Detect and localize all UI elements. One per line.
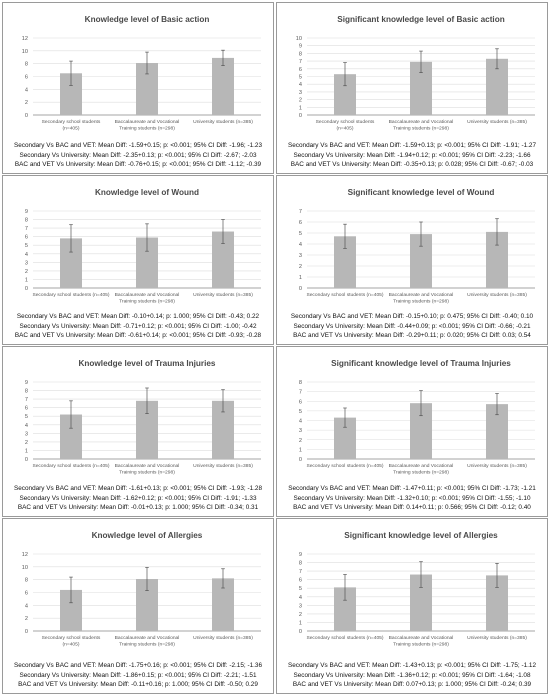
chart-panel [2,346,274,517]
stats-line: BAC and VET Vs University: Mean Diff: -0.35+0.13; p: 0.028; 95% CI Diff: -0.67; -0.03 [290,161,534,169]
y-tick-label: 2 [24,616,28,623]
stats-block [3,141,273,170]
y-tick-label: 6 [24,405,28,412]
stats-line: Secondary Vs University: Mean Diff: -1.36+0.12; p: <0.001; 95% CI Diff: -1.64; -1.08 [293,671,531,679]
chart-title: Knowledge level of Allergies [91,531,203,540]
x-category-label: Secondary school students (n=405) [32,293,110,298]
y-tick-label: 2 [24,439,28,446]
stats-line: Secondary Vs University: Mean Diff: -1.86+0.15; p: <0.001; 95% CI Diff: -2.21; -1.51 [19,671,257,679]
chart-panel [2,2,274,174]
y-tick-label: 3 [24,260,28,267]
y-tick-label: 7 [298,569,302,576]
y-tick-label: 7 [298,209,302,215]
stats-line: Secondary Vs BAC and VET: Mean Diff: -1.43+0.13; p: <0.001; 95% CI Diff: -1.75; -1.12 [287,662,537,669]
x-category-label: Secondary school students (n=405) [32,464,110,469]
bar [212,58,234,115]
chart-panel [276,346,548,517]
x-category-label: Baccalaureate and Vocational [114,464,180,469]
y-tick-label: 0 [24,113,28,119]
stats-block [3,484,273,513]
chart-title: Significant knowledge level of Wound [347,188,495,197]
y-tick-label: 0 [298,113,302,119]
y-tick-label: 6 [24,234,28,241]
stats-line: Secondary Vs BAC and VET: Mean Diff: -0.10+0.14; p: 1.000; 95% CI Diff: -0.43; 0.22 [16,313,260,320]
y-tick-label: 6 [298,66,302,73]
x-category-label: Secondary school students [41,120,101,125]
stats-line: Secondary Vs BAC and VET: Mean Diff: -1.59+0.13; p: <0.001; 95% CI Diff: -1.91; -1.27 [287,142,537,149]
y-tick-label: 6 [298,577,302,584]
y-tick-label: 8 [24,577,28,584]
y-tick-label: 5 [24,414,28,421]
y-tick-label: 1 [24,448,28,455]
x-category-label: Secondary school students (n=405) [306,293,384,298]
x-category-label: (n=405) [62,126,80,132]
y-tick-label: 7 [298,59,302,66]
stats-line: BAC and VET Vs University: Mean Diff: -0.61+0.14; p: <0.001; 95% CI Diff: -0.93; -0.28 [14,332,262,340]
y-tick-label: 0 [24,286,28,292]
y-tick-label: 4 [24,603,28,610]
y-tick-label: 5 [298,74,302,81]
y-tick-label: 2 [298,437,302,444]
x-category-label: Training students (n=298) [119,126,175,132]
x-category-label: Baccalaureate and Vocational [114,120,180,125]
chart-panel [2,518,274,694]
x-category-label: Baccalaureate and Vocational [114,636,180,641]
y-tick-label: 7 [24,397,28,404]
x-category-label: Secondary school students (n=405) [306,636,384,641]
x-category-label: Baccalaureate and Vocational [388,464,454,469]
y-tick-label: 9 [24,380,28,386]
y-tick-label: 0 [298,286,302,292]
chart-title: Knowledge level of Trauma Injuries [78,359,216,368]
x-category-label: (n=405) [336,126,354,132]
y-tick-label: 3 [298,428,302,435]
y-tick-label: 2 [24,268,28,275]
stats-line: BAC and VET Vs University: Mean Diff: -0.76+0.15; p: <0.001; 95% CI Diff: -1.12; -0.39 [14,161,262,169]
y-tick-label: 9 [298,552,302,558]
y-tick-label: 12 [21,552,28,558]
chart-title: Significant knowledge level of Allergies [344,531,498,540]
y-tick-label: 5 [298,231,302,237]
y-tick-label: 2 [298,264,302,270]
x-category-label: University students (n=385) [193,464,253,469]
chart-svg [3,347,275,479]
y-tick-label: 6 [24,590,28,597]
stats-line: Secondary Vs University: Mean Diff: -0.44+0.09; p: <0.001; 95% CI Diff: -0.66; -0.21 [293,322,531,330]
y-tick-label: 6 [298,399,302,406]
chart-title: Knowledge level of Basic action [84,15,210,24]
stats-line: Secondary Vs BAC and VET: Mean Diff: -1.61+0.13; p: <0.001; 95% CI Diff: -1.93; -1.28 [13,485,263,492]
chart-panel [276,518,548,694]
chart-svg [3,519,275,651]
x-category-label: Baccalaureate and Vocational [388,120,454,125]
y-tick-label: 9 [298,43,302,50]
x-category-label: Training students (n=298) [393,299,449,305]
stats-block [3,661,273,690]
y-tick-label: 12 [21,36,28,42]
chart-svg [277,519,549,651]
x-category-label: Baccalaureate and Vocational [388,293,454,298]
y-tick-label: 1 [298,275,302,281]
y-tick-label: 2 [24,100,28,107]
y-tick-label: 9 [24,209,28,215]
chart-panel [276,2,548,174]
x-category-label: University students (n=385) [193,293,253,298]
chart-svg [3,3,275,135]
stats-line: Secondary Vs BAC and VET: Mean Diff: -0.15+0.10; p: 0.475; 95% CI Diff: -0.40; 0.10 [290,313,534,320]
y-tick-label: 0 [298,457,302,463]
y-tick-label: 3 [298,89,302,96]
stats-line: Secondary Vs University: Mean Diff: -2.35+0.13; p: <0.001; 95% CI Diff: -2.67; -2.03 [19,151,257,159]
stats-line: BAC and VET Vs University: Mean Diff: -0.11+0.16; p: 1.000; 95% CI Diff: -0.50; 0.29 [18,681,258,689]
y-tick-label: 0 [298,629,302,635]
x-category-label: University students (n=385) [467,636,527,641]
y-tick-label: 4 [298,82,302,89]
y-tick-label: 4 [24,422,28,429]
y-tick-label: 5 [24,243,28,250]
stats-line: BAC and VET Vs University: Mean Diff: -0.29+0.11; p: 0.020; 95% CI Diff: 0.03; 0.54 [293,332,531,340]
x-category-label: University students (n=385) [467,120,527,125]
y-tick-label: 8 [24,61,28,68]
y-tick-label: 5 [298,586,302,593]
chart-svg [277,176,549,308]
y-tick-label: 6 [298,220,302,226]
x-category-label: University students (n=385) [467,293,527,298]
y-tick-label: 8 [298,560,302,567]
x-category-label: Baccalaureate and Vocational [388,636,454,641]
x-category-label: Training students (n=298) [393,126,449,132]
stats-block [277,141,547,170]
chart-svg [277,3,549,135]
y-tick-label: 3 [298,253,302,259]
y-tick-label: 6 [24,74,28,81]
x-category-label: University students (n=385) [467,464,527,469]
stats-line: Secondary Vs University: Mean Diff: -1.62+0.12; p: <0.001; 95% CI Diff: -1.91; -1.33 [19,494,257,502]
y-tick-label: 10 [21,564,28,571]
y-tick-label: 7 [24,226,28,233]
y-tick-label: 1 [298,447,302,454]
chart-panel [2,175,274,345]
y-tick-label: 10 [295,36,302,42]
y-tick-label: 0 [24,457,28,463]
stats-line: BAC and VET Vs University: Mean Diff: -0.01+0.13; p: 1.000; 95% CI Diff: -0.34; 0.31 [17,504,259,512]
x-category-label: Training students (n=298) [119,642,175,648]
y-tick-label: 1 [298,620,302,627]
stats-line: Secondary Vs BAC and VET: Mean Diff: -1.47+0.11; p: <0.001; 95% CI Diff: -1.73; -1.21 [288,485,536,492]
y-tick-label: 10 [21,48,28,55]
stats-line: Secondary Vs University: Mean Diff: -0.71+0.12; p: <0.001; 95% CI Diff: -1.00; -0.42 [19,322,257,330]
y-tick-label: 3 [298,603,302,610]
chart-panel [276,175,548,345]
stats-block [277,312,547,341]
y-tick-label: 2 [298,611,302,618]
y-tick-label: 8 [24,388,28,395]
stats-block [277,661,547,690]
y-tick-label: 8 [24,217,28,224]
x-category-label: (n=405) [62,642,80,648]
stats-line: Secondary Vs BAC and VET: Mean Diff: -1.75+0.16; p: <0.001; 95% CI Diff: -2.15; -1.36 [13,662,263,669]
y-tick-label: 1 [298,105,302,112]
y-tick-label: 4 [24,87,28,94]
x-category-label: Secondary school students [41,636,101,641]
y-tick-label: 3 [24,431,28,438]
stats-line: BAC and VET Vs University: Mean Diff: 0.07+0.13; p: 1.000; 95% CI Diff: -0.24; 0.39 [292,681,532,689]
chart-title: Significant knowledge level of Trauma Injuries [331,359,511,368]
stats-block [3,312,273,341]
x-category-label: Training students (n=298) [119,299,175,305]
x-category-label: University students (n=385) [193,636,253,641]
chart-svg [277,347,549,479]
stats-line: Secondary Vs University: Mean Diff: -1.32+0.10; p: <0.001; 95% CI Diff: -1.55; -1.10 [293,494,531,502]
y-tick-label: 4 [298,594,302,601]
stats-line: Secondary Vs BAC and VET: Mean Diff: -1.59+0.15; p: <0.001; 95% CI Diff: -1.96; -1.23 [13,142,263,149]
x-category-label: Training students (n=298) [393,470,449,476]
chart-title: Knowledge level of Wound [94,188,200,197]
y-tick-label: 4 [298,418,302,425]
y-tick-label: 5 [298,408,302,415]
y-tick-label: 1 [24,277,28,284]
stats-block [277,484,547,513]
y-tick-label: 4 [298,242,302,248]
x-category-label: Training students (n=298) [119,470,175,476]
x-category-label: Secondary school students (n=405) [306,464,384,469]
y-tick-label: 7 [298,389,302,396]
x-category-label: Secondary school students [315,120,375,125]
chart-title: Significant knowledge level of Basic action [337,15,505,24]
x-category-label: Baccalaureate and Vocational [114,293,180,298]
y-tick-label: 0 [24,629,28,635]
y-tick-label: 8 [298,51,302,58]
y-tick-label: 4 [24,251,28,258]
x-category-label: Training students (n=298) [393,642,449,648]
x-category-label: University students (n=385) [193,120,253,125]
chart-svg [3,176,275,308]
y-tick-label: 8 [298,380,302,386]
stats-line: BAC and VET Vs University: Mean Diff: 0.14+0.11; p: 0.566; 95% CI Diff: -0.12; 0.40 [293,504,531,512]
stats-line: Secondary Vs University: Mean Diff: -1.94+0.12; p: <0.001; 95% CI Diff: -2.23; -1.66 [293,151,531,159]
y-tick-label: 2 [298,97,302,104]
